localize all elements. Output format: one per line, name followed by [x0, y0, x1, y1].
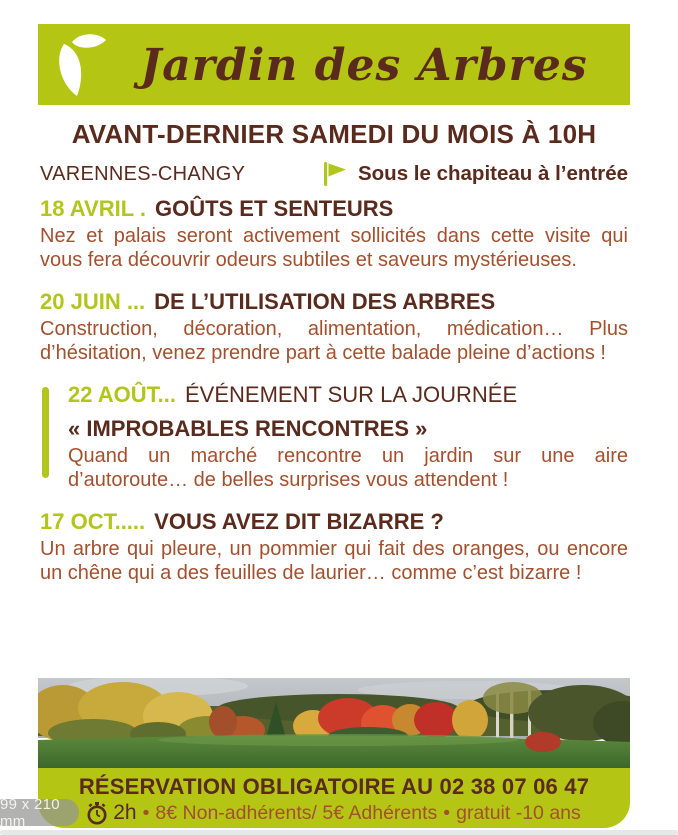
event-heading	[40, 509, 628, 535]
event-avril	[40, 196, 628, 272]
brand-title: Jardin des Arbres	[140, 39, 588, 91]
event-date: 17 OCT.....	[40, 509, 146, 534]
event-description: Construction, décoration, alimentation, médication… Plus d’hésitation, venez prendre part à cette balade pleine d’actions !	[40, 318, 628, 364]
autumn-landscape-photo	[38, 678, 630, 768]
event-date: 20 JUIN ...	[40, 289, 146, 314]
document-size-badge: 99 x 210 mm	[0, 799, 79, 826]
location-name: VARENNES-CHANGY	[40, 162, 246, 185]
event-date: 22 AOÛT...	[68, 382, 176, 407]
event-juin	[40, 289, 628, 365]
location-note: Sous le chapiteau à l’entrée	[357, 162, 628, 185]
event-title: GOÛTS ET SENTEURS	[154, 196, 394, 221]
reservation-text: RÉSERVATION OBLIGATOIRE AU 02 38 07 06 47	[78, 774, 590, 799]
location-row	[40, 161, 628, 187]
free-entry-text: gratuit -10 ans	[456, 801, 581, 824]
header-bar	[38, 24, 630, 105]
event-heading-line2	[68, 416, 628, 442]
separator-dot: •	[443, 801, 451, 824]
duration-text: 2h	[113, 801, 137, 824]
event-title: « IMPROBABLES RENCONTRES »	[68, 416, 428, 441]
footer-details	[38, 801, 630, 825]
headline: AVANT-DERNIER SAMEDI DU MOIS À 10H	[71, 119, 597, 149]
stopwatch-icon	[87, 802, 107, 825]
event-subtitle: ÉVÉNEMENT SUR LA JOURNÉE	[185, 382, 518, 407]
event-title: DE L’UTILISATION DES ARBRES	[154, 289, 496, 314]
window-bottom-edge	[0, 830, 678, 835]
event-description: Nez et palais seront activement sollicités dans cette visite qui vous fera découvrir odeurs subtiles et saveurs mystérieuses.	[40, 225, 628, 271]
event-heading	[40, 289, 628, 315]
events-list	[40, 196, 628, 602]
event-aout	[40, 382, 628, 492]
event-heading	[68, 382, 628, 408]
event-date: 18 AVRIL .	[40, 196, 146, 221]
event-description: Quand un marché rencontre un jardin sur une aire d’autoroute… de belles surprises vous attendent !	[68, 445, 628, 491]
leaf-icon	[46, 30, 108, 102]
footer-bar	[38, 768, 630, 828]
event-description: Un arbre qui pleure, un pommier qui fait des oranges, ou encore un chêne qui a des feuilles de laurier… comme c’est bizarre !	[40, 538, 628, 584]
event-heading	[40, 196, 628, 222]
pricing-text: 8€ Non-adhérents/ 5€ Adhérents	[155, 801, 438, 824]
event-title: VOUS AVEZ DIT BIZARRE ?	[154, 509, 444, 534]
event-oct	[40, 509, 628, 585]
separator-dot: •	[142, 801, 150, 824]
flag-icon	[322, 161, 348, 187]
